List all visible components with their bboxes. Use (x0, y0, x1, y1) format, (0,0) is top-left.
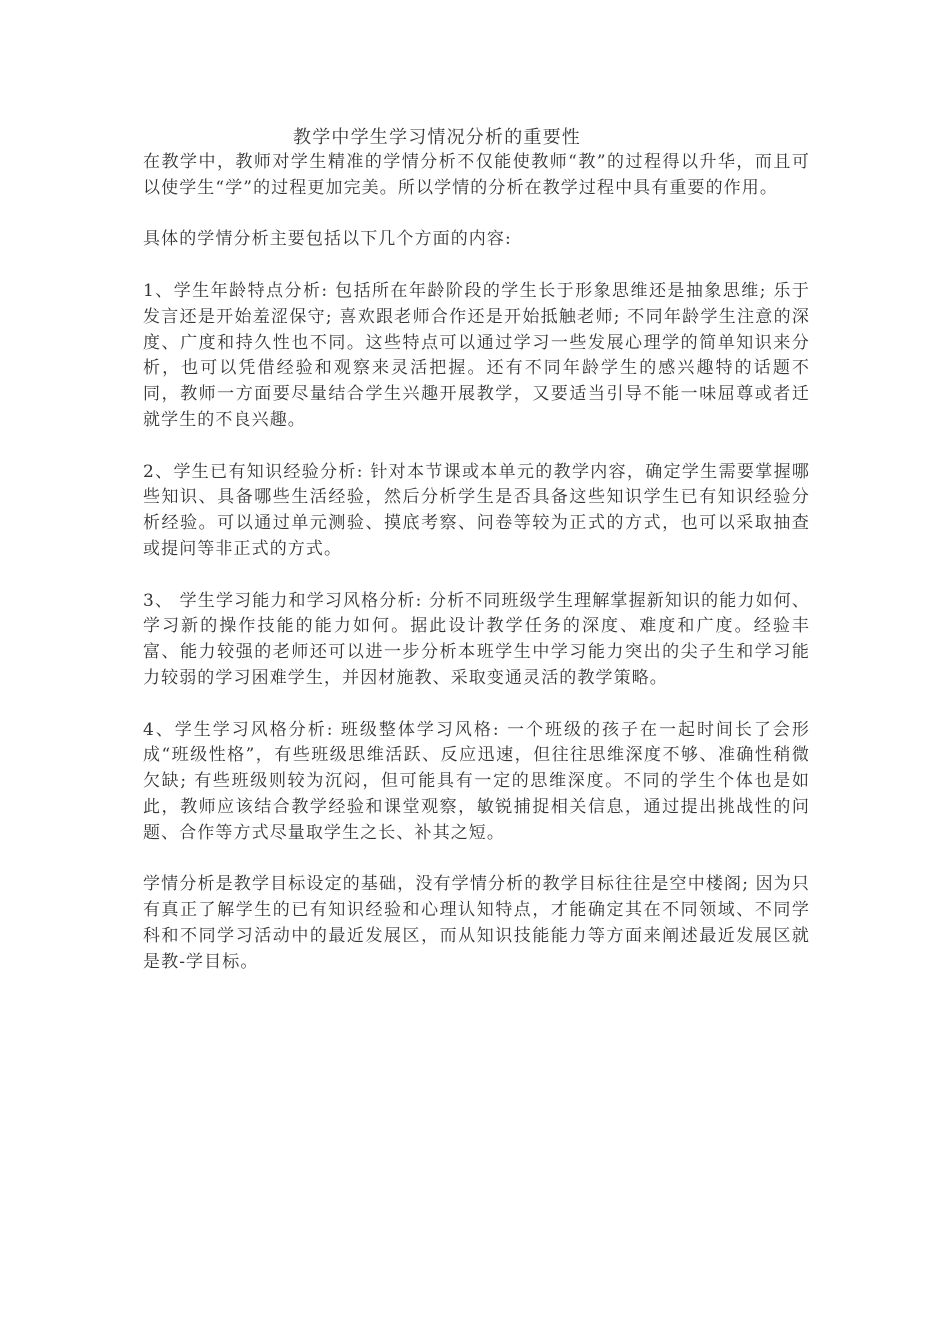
style-analysis-paragraph: 4、学生学习风格分析: 班级整体学习风格: 一个班级的孩子在一起时间长了会形成“班级性格”，有些班级思维活跃、反应迅速，但往往思维深度不够、准确性稍微欠缺; 有些班级则较为沉闷，但可能具有一定的思维深度。不同的学生个体也是如此，教师应该结合教学经验和课堂观察，敏锐捕捉相关信息，通过提出挑战性的问题、合作等方式尽量取学生之长、补其之短。 (143, 719, 810, 843)
document-body (143, 150, 810, 1001)
intro-paragraph: 在教学中，教师对学生精准的学情分析不仅能使教师“教”的过程得以升华，而且可以使学生“学”的过程更加完美。所以学情的分析在教学过程中具有重要的作用。 (143, 152, 810, 198)
ability-analysis-paragraph: 3、 学生学习能力和学习风格分析: 分析不同班级学生理解掌握新知识的能力如何、学习新的操作技能的能力如何。据此设计教学任务的深度、难度和广度。经验丰富、能力较强的老师还可以进一步分析本班学生中学习能力突出的尖子生和学习能力较弱的学习困难学生，并因材施教、采取变通灵活的教学策略。 (143, 590, 810, 688)
section-lead-paragraph: 具体的学情分析主要包括以下几个方面的内容: (143, 229, 512, 250)
document-title: 教学中学生学习情况分析的重要性 (293, 127, 581, 148)
age-analysis-paragraph: 1、学生年龄特点分析: 包括所在年龄阶段的学生长于形象思维还是抽象思维; 乐于发言还是开始羞涩保守; 喜欢跟老师合作还是开始抵触老师; 不同年龄学生注意的深度、广度和持久性也不同。这些特点可以通过学习一些发展心理学的简单知识来分析，也可以凭借经验和观察来灵活把握。还有不同年龄学生的感兴趣特的话题不同，教师一方面要尽量结合学生兴趣开展教学，又要适当引导不能一味屈尊或者迁就学生的不良兴趣。 (143, 280, 810, 430)
conclusion-paragraph: 学情分析是教学目标设定的基础，没有学情分析的教学目标往往是空中楼阁; 因为只有真正了解学生的已有知识经验和心理认知特点，才能确定其在不同领域、不同学科和不同学习活动中的最近发展区，而从知识技能能力等方面来阐述最近发展区就是教-学目标。 (143, 874, 810, 972)
knowledge-analysis-paragraph: 2、学生已有知识经验分析: 针对本节课或本单元的教学内容，确定学生需要掌握哪些知识、具备哪些生活经验，然后分析学生是否具备这些知识学生已有知识经验分析经验。可以通过单元测验、摸底考察、问卷等较为正式的方式，也可以采取抽查或提问等非正式的方式。 (143, 461, 810, 559)
